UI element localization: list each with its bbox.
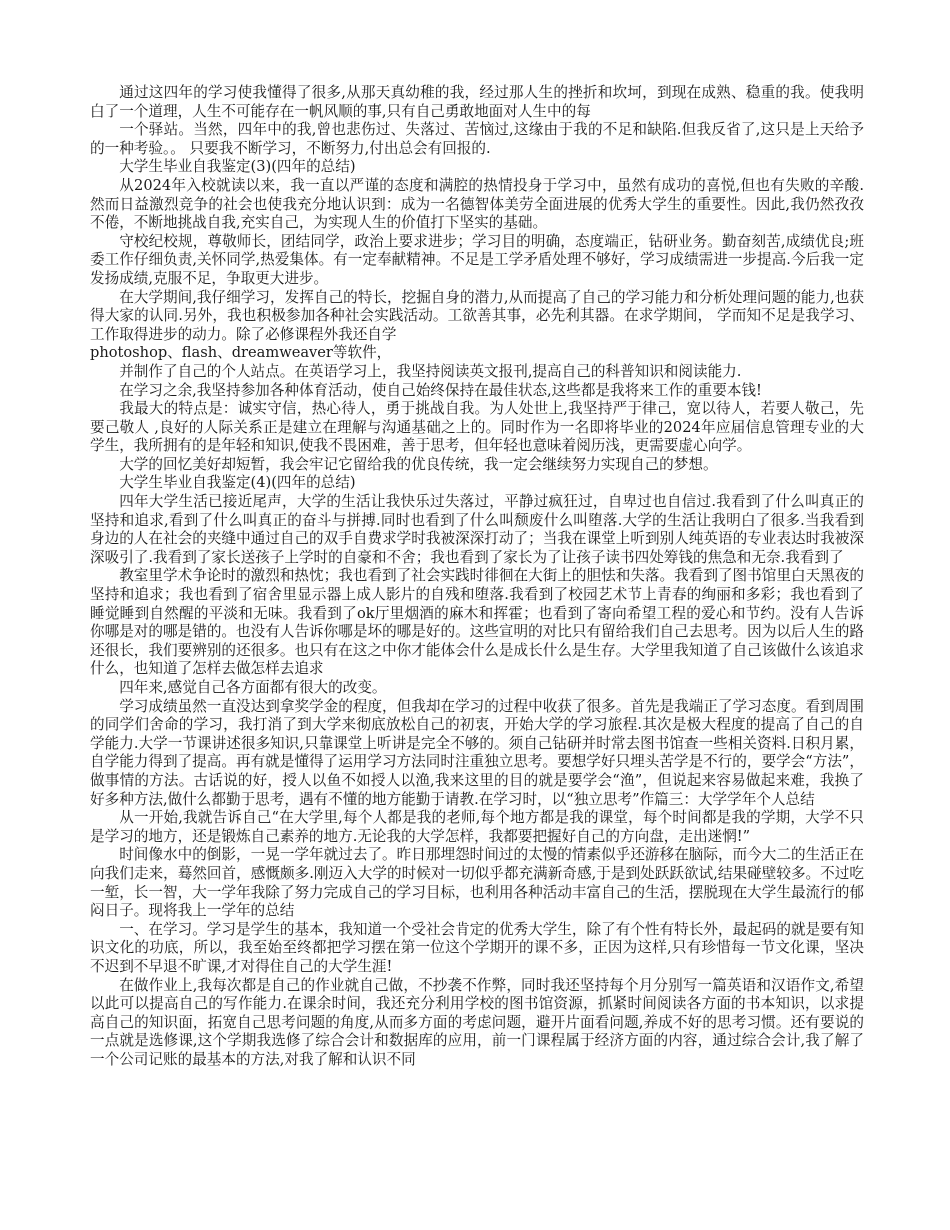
paragraph: 从一开始,我就告诉自己“在大学里,每个人都是我的老师,每个地方都是我的课堂，每个时间都是我的学期，大学不只是学习的地方，还是锻炼自己素养的地方.无论我的大学怎样，我都要把握好自己的方向盘，走出迷惘!” xyxy=(90,809,864,845)
paragraph: 通过这四年的学习使我懂得了很多,从那天真幼稚的我，经过那人生的挫折和坎坷，到现在成熟、稳重的我。使我明白了一个道理，人生不可能存在一帆风顺的事,只有自己勇敢地面对人生中的每 xyxy=(90,84,864,120)
paragraph: 四年来,感觉自己各方面都有很大的改变。 xyxy=(119,679,387,696)
paragraph: 一、在学习。学习是学生的基本，我知道一个受社会肯定的优秀大学生，除了有个性有特长外，最起码的就是要有知识文化的功底，所以，我至始至终都把学习摆在第一位这个学期开的课不多，正因为这样,只有珍惜每一节文化课，坚决不迟到不早退不旷课,才对得住自己的大学生涯! xyxy=(90,920,864,975)
paragraph: 学习成绩虽然一直没达到拿奖学金的程度，但我却在学习的过程中收获了很多。首先是我端正了学习态度。看到周围的同学们舍命的学习，我打消了到大学来彻底放松自己的初衷，开始大学的学习旅程.其次是极大程度的提高了自己的自学能力.大学一节课讲述很多知识,只靠课堂上听讲是完全不够的。须自己钻研并时常去图书馆查一些相关资料.日积月累，自学能力得到了提高。再有就是懂得了运用学习方法同时注重独立思考。要想学好只埋头苦学是不行的，要学会“方法”，做事情的方法。古话说的好，授人以鱼不如授人以渔,我来这里的目的就是要学会“渔”，但说起来容易做起来难，我换了好多种方法,做什么都勤于思考，遇有不懂的地方能勤于请教.在学习时，以“独立思考”作篇三：大学学年个人总结 xyxy=(90,697,864,808)
paragraph: 在大学期间,我仔细学习，发挥自己的特长，挖掘自身的潜力,从而提高了自己的学习能力和分析处理问题的能力,也获得大家的认同.另外，我也积极参加各种社会实践活动。工欲善其事，必先利其器。在求学期间， 学而知不足是我学习、工作取得进步的动力。除了必修课程外我还自学 xyxy=(90,288,864,343)
section-heading: 大学生毕业自我鉴定(3)(四年的总结) xyxy=(119,158,356,176)
paragraph: 四年大学生活已接近尾声，大学的生活让我快乐过失落过，平静过疯狂过，自卑过也自信过.我看到了什么叫真正的坚持和追求,看到了什么叫真正的奋斗与拼搏.同时也看到了什么叫颓废什么叫堕落.大学的生活让我明白了很多.当我看到身边的人在社会的夹缝中通过自己的双手自费求学时我被深深打动了；当我在课堂上听到别人纯英语的专业表达时我被深深吸引了.我看到了家长送孩子上学时的自豪和不舍；我也看到了家长为了让孩子读书四处筹钱的焦急和无奈.我看到了 xyxy=(90,493,864,566)
paragraph: 一个驿站。当然，四年中的我,曾也悲伤过、失落过、苦恼过,这缘由于我的不足和缺陷.但我反省了,这只是上天给予的一种考验。。 只要我不断学习，不断努力,付出总会有回报的. xyxy=(90,121,864,157)
paragraph: 大学的回忆美好却短暂，我会牢记它留给我的优良传统，我一定会继续努力实现自己的梦想。 xyxy=(119,455,718,473)
paragraph: 并制作了自己的个人站点。在英语学习上，我坚持阅读英文报刊,提高自己的科普知识和阅读能力. xyxy=(119,362,742,380)
paragraph: 教室里学术争论时的激烈和热忱；我也看到了社会实践时徘徊在大街上的胆怯和失落。我看到了图书馆里白天黑夜的坚持和追求；我也看到了宿舍里显示器上成人影片的自残和堕落.我看到了校园艺术节上青春的绚丽和多彩；我也看到了睡觉睡到自然醒的平淡和无味。我看到了ok厅里烟酒的麻木和挥霍；也看到了寄向希望工程的爱心和节约。没有人告诉你哪是对的哪是错的。也没有人告诉你哪是坏的哪是好的。这些宣明的对比只有留给我们自己去思考。因为以后人生的路还很长，我们要辨别的还很多。也只有在这之中你才能体会什么是成长什么是生存。大学里我知道了自己该做什么该追求什么，也知道了怎样去做怎样去追求 xyxy=(90,567,864,678)
section-heading: 大学生毕业自我鉴定(4)(四年的总结) xyxy=(119,474,356,492)
paragraph: 从2024年入校就读以来，我一直以严谨的态度和满腔的热情投身于学习中，虽然有成功的喜悦,但也有失败的辛酸.然而日益激烈竞争的社会也使我充分地认识到：成为一名德智体美劳全面进展的优秀大学生的重要性。因此,我仍然孜孜不倦，不断地挑战自我,充实自己，为实现人生的价值打下坚实的基础。 xyxy=(90,176,864,232)
paragraph: 在学习之余,我坚持参加各种体育活动，使自己始终保持在最佳状态,这些都是我将来工作的重要本钱! xyxy=(119,381,762,399)
paragraph: 我最大的特点是：诚实守信，热心待人，勇于挑战自我。为人处世上,我坚持严于律己，宽以待人，若要人敬己，先要己敬人 ,良好的人际关系正是建立在理解与沟通基础之上的。同时作为一名即将毕业的2024年应届信息管理专业的大学生，我所拥有的是年轻和知识,使我不畏困难，善于思考，但年轻也意味着阅历浅，更需要虚心向学。 xyxy=(90,400,864,455)
paragraph: 时间像水中的倒影，一晃一学年就过去了。昨日那埋怨时间过的太慢的情素似乎还游移在脑际，而今大二的生活正在向我们走来，蓦然回首，感慨颇多.刚迈入大学的时候对一切似乎都充满新奇感,于是到处跃跃欲试,结果碰壁较多。不过吃一堑，长一智，大一学年我除了努力完成自己的学习目标，也利用各种活动丰富自己的生活，摆脱现在大学生最流行的郁闷日子。现将我上一学年的总结 xyxy=(90,846,864,920)
paragraph: 在做作业上,我每次都是自己的作业就自己做，不抄袭不作弊，同时我还坚持每个月分别写一篇英语和汉语作文,希望以此可以提高自己的写作能力.在课余时间，我还充分利用学校的图书馆资源，抓紧时间阅读各方面的书本知识，以求提高自己的知识面，拓宽自己思考问题的角度,从而多方面的考虑问题，避开片面看问题,养成不好的思考习惯。还有要说的一点就是选修课,这个学期我选修了综合会计和数据库的应用，前一门课程属于经济方面的内容，通过综合会计,我了解了一个公司记账的最基本的方法,对我了解和认识不同 xyxy=(90,976,864,1068)
paragraph: 守校纪校规，尊敬师长，团结同学，政治上要求进步；学习目的明确，态度端正，钻研业务。勤奋刻苦,成绩优良;班委工作仔细负责,关怀同学,热爱集体。有一定奉献精神。不足是工学矛盾处理不够好，学习成绩需进一步提高.今后我一定发扬成绩,克服不足，争取更大进步。 xyxy=(90,232,864,287)
paragraph: photoshop、flash、dreamweaver等软件， xyxy=(90,344,392,362)
